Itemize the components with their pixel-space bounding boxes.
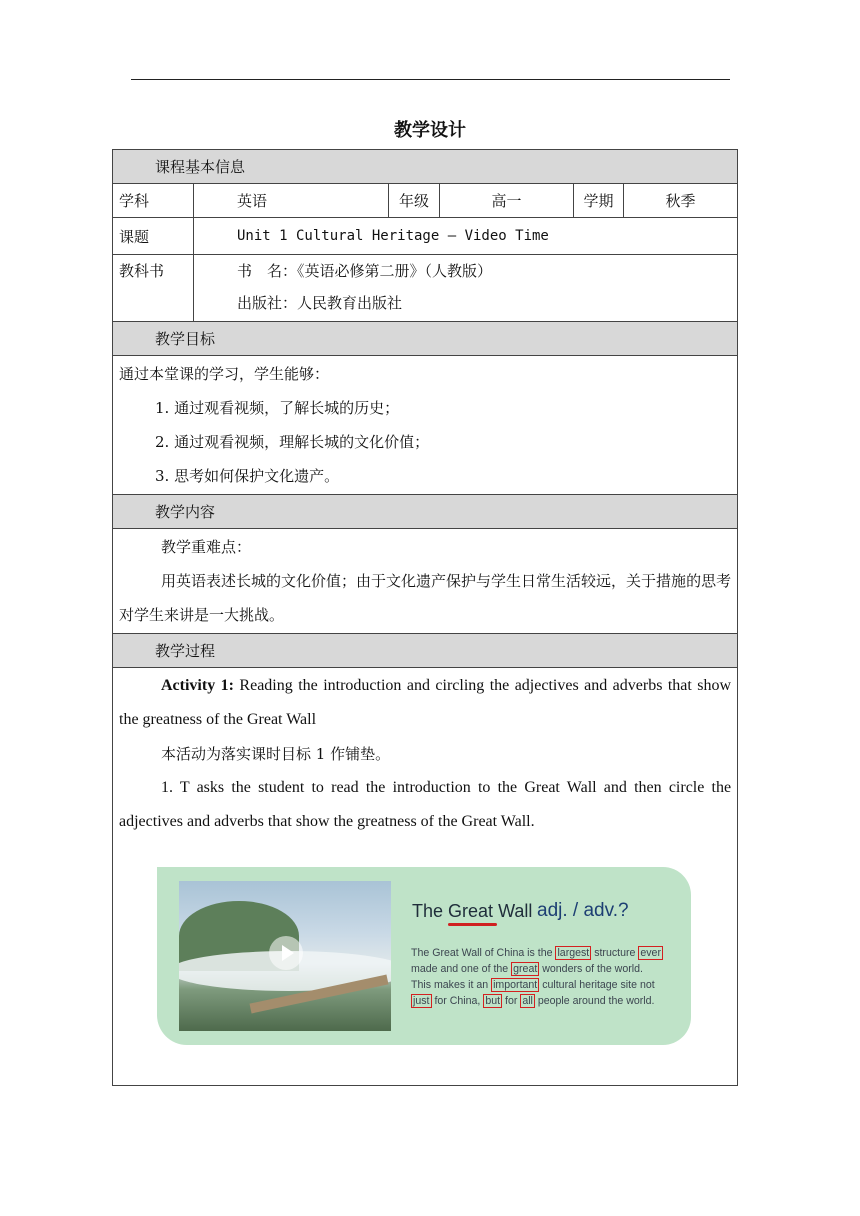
figure-heading: The Great Wall (412, 901, 533, 921)
textbook-label: 教科书 (113, 255, 194, 322)
heading-underline (448, 923, 497, 926)
section-heading: 教学内容 (155, 503, 216, 521)
term-label: 学期 (574, 184, 624, 218)
objectives-row (113, 356, 738, 495)
circled-word: just (413, 995, 430, 1007)
section-objectives (113, 322, 738, 356)
document-title: 教学设计 (394, 120, 466, 141)
topic-value: Unit 1 Cultural Heritage — Video Time (194, 218, 738, 255)
section-content (113, 495, 738, 529)
adj-adv-tag: adj. / adv.? (537, 900, 629, 921)
activity-step-1: 1. T asks the student to read the introduction to the Great Wall and then circle the adjectives and adverbs that show the greatness of the Great Wall. (119, 779, 732, 830)
textbook-name: 书 名：《英语必修第二册》（人教版） (237, 262, 493, 280)
play-icon[interactable] (269, 936, 303, 970)
circled-word: important (493, 979, 538, 991)
circled-word: great (513, 963, 538, 975)
process-row (113, 668, 738, 1086)
figure-area (113, 839, 737, 1084)
section-heading: 课程基本信息 (155, 158, 246, 176)
subject-label: 学科 (113, 184, 194, 218)
objective-item: 3. 思考如何保护文化遗产。 (155, 467, 340, 485)
circled-word: but (485, 995, 501, 1007)
section-basic-info (113, 150, 738, 184)
grade-label: 年级 (389, 184, 440, 218)
key-points-label: 教学重难点： (161, 538, 252, 556)
section-process (113, 634, 738, 668)
activity-note: 本活动为落实课时目标 1 作铺垫。 (161, 745, 391, 763)
section-heading: 教学目标 (155, 330, 216, 348)
section-heading: 教学过程 (155, 642, 216, 660)
topic-label: 课题 (113, 218, 194, 255)
objective-item: 2. 通过观看视频，理解长城的文化价值； (155, 433, 430, 451)
activity-1 (113, 669, 737, 737)
lesson-plan-table (112, 149, 738, 1086)
content-row (113, 529, 738, 634)
subject-value: 英语 (194, 184, 389, 218)
objective-item: 1. 通过观看视频，了解长城的历史； (155, 399, 400, 417)
key-points-text: 用英语表述长城的文化价值；由于文化遗产保护与学生日常生活较远，关于措施的思考对学生来讲是一大挑战。 (119, 572, 732, 624)
textbook-publisher: 出版社：人民教育出版社 (237, 294, 403, 312)
great-wall-photo (179, 881, 391, 1031)
objectives-intro: 通过本堂课的学习，学生能够： (119, 365, 330, 383)
info-row (113, 184, 738, 218)
great-wall-figure (157, 867, 691, 1045)
grade-value: 高一 (440, 184, 574, 218)
circled-word: all (522, 995, 533, 1007)
header-rule (131, 79, 730, 80)
circled-word: largest (557, 947, 590, 959)
figure-heading-great: Great (448, 901, 494, 921)
topic-row (113, 218, 738, 255)
activity-text: Reading the introduction and circling the adjectives and adverbs that show the greatness of the Great Wall (119, 677, 732, 728)
activity-label: Activity 1: (161, 677, 234, 694)
term-value: 秋季 (624, 184, 738, 218)
textbook-row (113, 255, 738, 322)
figure-paragraph: The Great Wall of China is the largest structure ever made and one of the great wonders of the world. This makes it an important cultural heritage site not just for China, but for all people around the world. (411, 947, 661, 1007)
circled-word: ever (640, 947, 661, 959)
